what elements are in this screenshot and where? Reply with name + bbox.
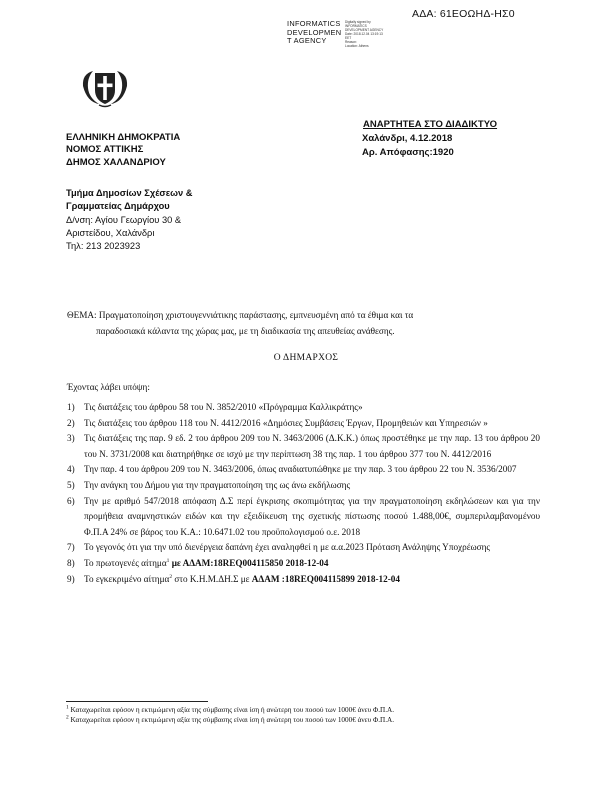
subject-block bbox=[67, 308, 537, 339]
signature-line: EET bbox=[345, 36, 352, 40]
footnote bbox=[66, 716, 394, 725]
signature-line: DEVELOPMENT AGENCY bbox=[345, 28, 384, 32]
department-name: Τμήμα Δημοσίων Σχέσεων & bbox=[66, 188, 193, 198]
issuer-line: ΔΗΜΟΣ ΧΑΛΑΝΔΡΙΟΥ bbox=[66, 156, 166, 168]
footnote-text: Καταχωρείται εφόσον η εκτιμώμενη αξία της σύμβασης είναι ίση ή ανώτερη του ποσού των 1000€ άνευ Φ.Π.Α. bbox=[68, 706, 395, 714]
issuer-line: ΝΟΜΟΣ ΑΤΤΙΚΗΣ bbox=[66, 144, 144, 156]
decision-meta bbox=[362, 132, 454, 160]
item-number: 9) bbox=[67, 573, 75, 584]
list-item bbox=[67, 431, 540, 462]
decision-date: Χαλάνδρι, 4.12.2018 bbox=[362, 133, 453, 144]
signature-line: Location: Athens bbox=[345, 44, 369, 48]
signature-line: Digitally signed by bbox=[345, 20, 371, 24]
item-number: 6) bbox=[67, 495, 75, 506]
document-title: Ο ΔΗΜΑΡΧΟΣ bbox=[273, 353, 339, 363]
ida-logo-line: T AGENCY bbox=[287, 36, 327, 46]
item-text: Το γεγονός ότι για την υπό διενέργεια δαπάνη έχει αναληφθεί η με α.α.2023 Πρόταση Ανάληψης Υποχρέωσης bbox=[84, 542, 491, 553]
footnote-divider bbox=[66, 701, 208, 702]
list-item bbox=[67, 494, 540, 541]
considerations-list bbox=[67, 400, 540, 587]
signature-line: Reason: bbox=[345, 40, 357, 44]
list-item bbox=[67, 400, 540, 416]
signature-line: INFORMATICS bbox=[345, 24, 367, 28]
ida-logo-line: INFORMATICS bbox=[287, 19, 341, 28]
footnote-marker: 2 bbox=[66, 714, 69, 721]
footnote bbox=[66, 706, 394, 715]
item-text: Την ανάγκη του Δήμου για την πραγματοποίηση της ως άνω εκδήλωσης bbox=[84, 479, 351, 490]
subject-line: παραδοσιακά κάλαντα της χώρας μας, με τη διαδικασία της απευθείας ανάθεσης. bbox=[96, 325, 395, 336]
list-item bbox=[67, 478, 540, 494]
subject-line: ΘΕΜΑ: Πραγματοποίηση χριστουγεννιάτικης παράστασης, εμπνευσμένη από τα έθιμα και τα bbox=[67, 310, 414, 320]
adam-code: ΑΔΑΜ :18REQ004115899 2018-12-04 bbox=[251, 573, 400, 584]
item-text: Την με αριθμό 547/2018 απόφαση Δ.Σ περί έγκρισης σκοπιμότητας για την πραγματοποίηση εκδηλώσεων και για την προμήθεια αναμνηστικών ειδών και την εξειδίκευση της σχετικής πίστωσης ποσού 1.488,00€, συμπεριλαμβανομένου Φ.Π.Α 24% σε βάρος του Κ.Α.: 10.6471.02 του προϋπολογισμού ο.ε. 2018 bbox=[84, 495, 540, 537]
list-item bbox=[67, 556, 540, 572]
decision-number: Αρ. Απόφασης:1920 bbox=[362, 147, 454, 158]
item-number: 7) bbox=[67, 542, 75, 553]
item-text: Τις διατάξεις του άρθρου 58 του Ν. 3852/2010 «Πρόγραμμα Καλλικράτης» bbox=[84, 402, 363, 412]
announce-label: ΑΝΑΡΤΗΤΕΑ ΣΤΟ ΔΙΑΔΙΚΤΥΟ bbox=[363, 119, 498, 130]
list-item bbox=[67, 416, 540, 432]
item-number: 1) bbox=[67, 402, 75, 412]
item-number: 4) bbox=[67, 464, 75, 475]
item-number: 8) bbox=[67, 557, 75, 568]
item-text: στο Κ.Η.Μ.ΔΗ.Σ με bbox=[172, 573, 252, 584]
item-text: Τις διατάξεις της παρ. 9 εδ. 2 του άρθρου 209 του Ν. 3463/2006 (Δ.Κ.Κ.) όπως προστέθηκε με την παρ. 13 του άρθρου 20 του Ν. 3731/2008 και διατηρήθηκε σε ισχύ με την περίπτωση 38 της παρ. 1 του άρθρου 377 του Ν. 4412/2016 bbox=[84, 433, 540, 459]
footnote-text: Καταχωρείται εφόσον η εκτιμώμενη αξία της σύμβασης είναι ίση ή ανώτερη του ποσού των 1000€ άνευ Φ.Π.Α. bbox=[68, 716, 395, 724]
item-number: 2) bbox=[67, 417, 75, 428]
issuer-line: ΕΛΛΗΝΙΚΗ ΔΗΜΟΚΡΑΤΙΑ bbox=[66, 132, 181, 143]
issuer-header bbox=[66, 132, 180, 169]
department-address: Δ/νση: Αγίου Γεωργίου 30 & bbox=[66, 214, 182, 225]
adam-code: με ΑΔΑΜ:18REQ004115850 2018-12-04 bbox=[169, 557, 329, 568]
item-text: Το πρωτογενές αίτημα bbox=[84, 557, 167, 568]
item-text: Το εγκεκριμένο αίτημα bbox=[84, 573, 170, 584]
footnote-marker: 1 bbox=[66, 704, 69, 711]
digital-signature-stamp bbox=[345, 20, 383, 48]
ida-logo-line: DEVELOPMEN bbox=[287, 27, 342, 37]
department-block bbox=[66, 187, 193, 253]
footnote-ref: 2 bbox=[169, 573, 173, 580]
item-text: Τις διατάξεις του άρθρου 118 του Ν. 4412/2016 «Δημόσιες Συμβάσεις Έργων, Προμηθειών και Υπηρεσιών » bbox=[84, 417, 488, 428]
footnote-ref: 1 bbox=[166, 557, 170, 564]
item-text: Την παρ. 4 του άρθρου 209 του Ν. 3463/2006, όπως αναδιατυπώθηκε με την παρ. 3 του άρθρου 22 του Ν. 3536/2007 bbox=[84, 464, 517, 475]
signature-line: Date: 2018.12.04 13:19:13 bbox=[345, 32, 383, 36]
department-phone: Τηλ: 213 2023923 bbox=[66, 241, 141, 252]
item-number: 3) bbox=[67, 433, 75, 444]
list-item bbox=[67, 540, 540, 556]
hellenic-republic-coat-of-arms-icon bbox=[79, 68, 131, 108]
item-number: 5) bbox=[67, 479, 75, 490]
list-item bbox=[67, 462, 540, 478]
ida-logo-text bbox=[287, 20, 341, 46]
ada-code: ΑΔΑ: 61ΕΟΩΗΔ-ΗΣ0 bbox=[412, 8, 515, 20]
department-address: Αριστείδου, Χαλάνδρι bbox=[66, 227, 155, 238]
department-name: Γραμματείας Δημάρχου bbox=[66, 201, 170, 212]
considerations-intro: Έχοντας λάβει υπόψη: bbox=[67, 382, 150, 392]
list-item bbox=[67, 572, 540, 588]
